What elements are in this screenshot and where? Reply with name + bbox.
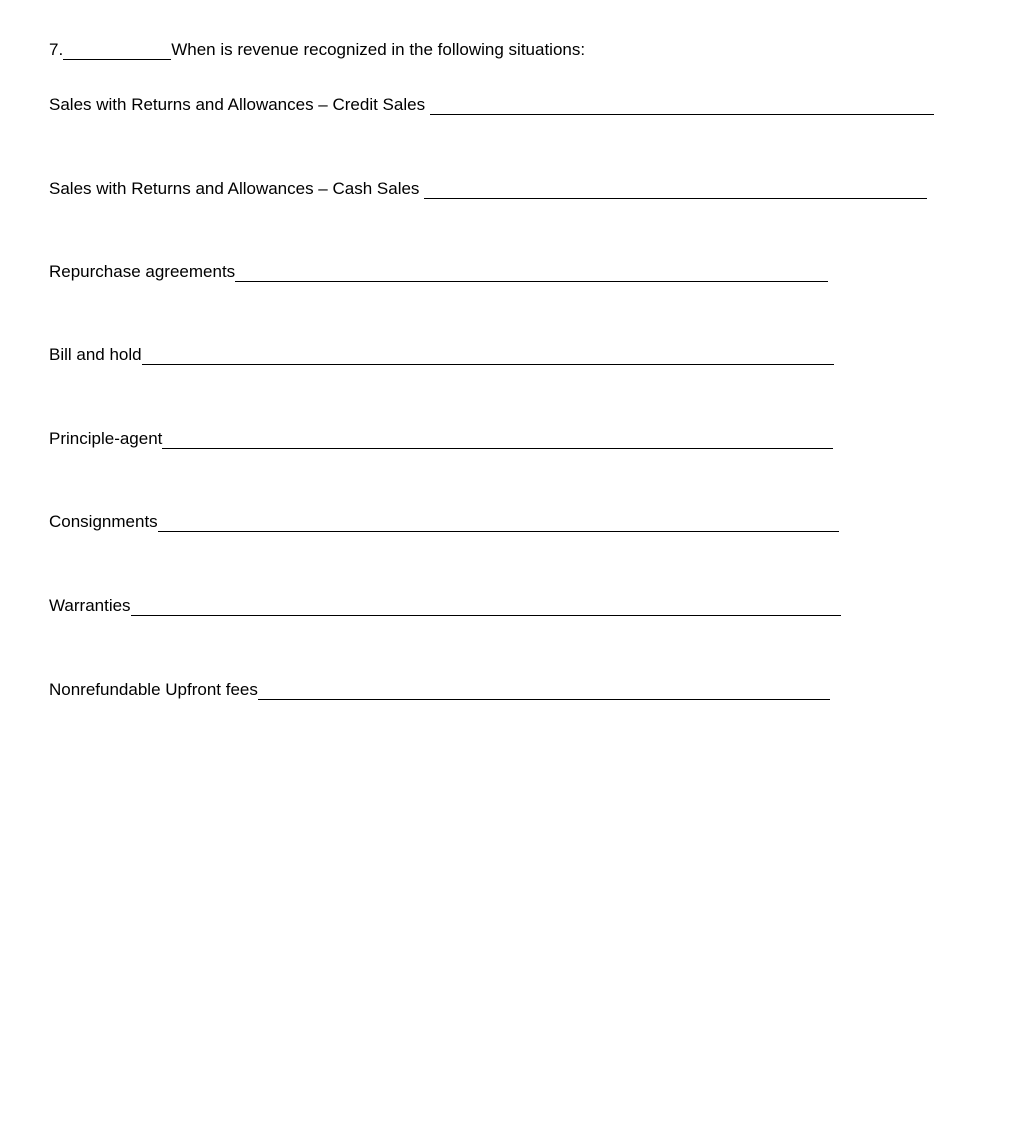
item-label: Principle-agent [49,429,163,448]
item-label: Nonrefundable Upfront fees [49,680,258,699]
item-label: Warranties [49,596,131,615]
question-prompt: When is revenue recognized in the following situations: [171,40,586,59]
answer-blank-bill-and-hold[interactable] [142,347,834,365]
question-header [49,40,585,60]
item-principle-agent [49,429,833,449]
answer-blank-nonrefundable-upfront-fees[interactable] [258,682,830,700]
item-consignments [49,512,839,532]
item-nonrefundable-upfront-fees [49,680,830,700]
answer-blank-consignments[interactable] [158,514,839,532]
answer-blank-warranties[interactable] [131,598,841,616]
answer-blank-credit-sales[interactable] [430,97,934,115]
item-label: Sales with Returns and Allowances – Credit Sales [49,95,426,114]
answer-blank-repurchase-agreements[interactable] [235,264,828,282]
item-repurchase-agreements [49,262,828,282]
answer-blank-principle-agent[interactable] [162,431,833,449]
item-label: Repurchase agreements [49,262,236,281]
item-credit-sales [49,95,934,115]
answer-blank-cash-sales[interactable] [424,181,927,199]
item-warranties [49,596,841,616]
item-label: Consignments [49,512,158,531]
item-label: Sales with Returns and Allowances – Cash Sales [49,179,420,198]
item-cash-sales [49,179,927,199]
item-label: Bill and hold [49,345,142,364]
answer-blank-question[interactable] [63,42,171,60]
item-bill-and-hold [49,345,834,365]
question-number: 7. [49,40,64,59]
